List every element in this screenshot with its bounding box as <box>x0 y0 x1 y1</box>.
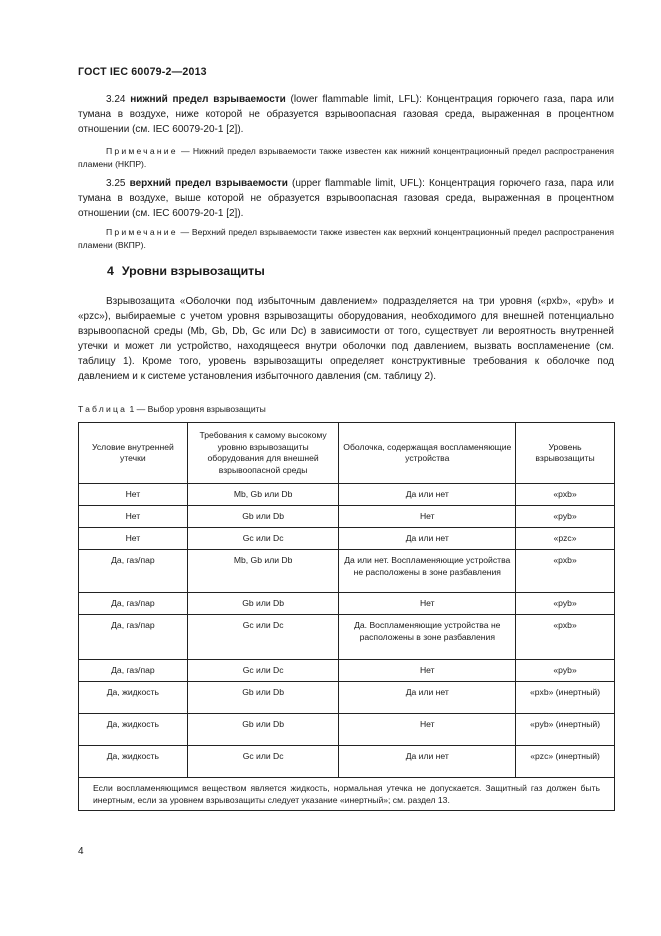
table-row <box>79 528 615 550</box>
cell-enclosure: Да или нет. Воспламеняющие устройства не расположены в зоне разбавления <box>339 550 516 593</box>
cell-leak: Да, газ/пар <box>79 615 188 660</box>
cell-leak: Да, газ/пар <box>79 660 188 682</box>
cell-level: «pyb» (инертный) <box>516 714 615 746</box>
cell-requirement: Gb или Db <box>187 506 339 528</box>
cell-level: «pzc» (инертный) <box>516 746 615 778</box>
cell-leak: Да, газ/пар <box>79 593 188 615</box>
header-leak: Условие внутренней утечки <box>79 423 188 484</box>
table-row <box>79 714 615 746</box>
clause-number: 3.25 <box>106 178 126 189</box>
cell-level: «pxb» <box>516 615 615 660</box>
cell-leak: Нет <box>79 528 188 550</box>
clause-text: (upper flammable limit, UFL): Концентрация горючего газа, пара или тумана в воздухе, выше которой не образуется взрывоопасная газовая среда, выраженная в процентном отношении (см. IEC 60079-20-1 [2]). <box>78 178 615 219</box>
table-row <box>79 593 615 615</box>
table-row <box>79 484 615 506</box>
cell-requirement: Gc или Dc <box>187 660 339 682</box>
note-text: — Нижний предел взрываемости также известен как нижний концентрационный предел распространения пламени (НКПР). <box>78 146 614 169</box>
clause-3-24 <box>78 92 614 137</box>
note-3-24 <box>78 145 614 171</box>
note-text: — Верхний предел взрываемости также известен как верхний концентрационный предел распространения пламени (ВКПР). <box>78 227 614 250</box>
cell-level: «pyb» <box>516 506 615 528</box>
cell-enclosure: Нет <box>339 506 516 528</box>
header-level: Уровень взрывозащиты <box>516 423 615 484</box>
cell-requirement: Gc или Dc <box>187 746 339 778</box>
cell-enclosure: Да или нет <box>339 528 516 550</box>
header-enclosure: Оболочка, содержащая воспламеняющие устройства <box>339 423 516 484</box>
note-3-25 <box>78 226 614 252</box>
table-row <box>79 550 615 593</box>
protection-level-table <box>78 422 615 811</box>
table-row <box>79 506 615 528</box>
note-label: Примечание <box>106 227 178 237</box>
cell-level: «pzc» <box>516 528 615 550</box>
cell-leak: Да, жидкость <box>79 714 188 746</box>
cell-enclosure: Да. Воспламеняющие устройства не расположены в зоне разбавления <box>339 615 516 660</box>
section-title: Уровни взрывозащиты <box>121 264 265 278</box>
table-footnote-row <box>79 778 615 811</box>
clause-3-25 <box>78 176 614 221</box>
cell-requirement: Mb, Gb или Db <box>187 550 339 593</box>
table-footnote: Если воспламеняющимся веществом является жидкость, нормальная утечка не допускается. Защитный газ должен быть инертным, если за уровнем взрывозащиты следует указание «инертный»; см. раздел 13. <box>79 778 615 811</box>
cell-level: «pxb» <box>516 484 615 506</box>
section-number: 4 <box>107 264 114 278</box>
cell-leak: Да, газ/пар <box>79 550 188 593</box>
cell-enclosure: Нет <box>339 593 516 615</box>
cell-level: «pyb» <box>516 660 615 682</box>
document-header: ГОСТ IEC 60079-2—2013 <box>78 66 207 78</box>
cell-enclosure: Да или нет <box>339 484 516 506</box>
cell-enclosure: Да или нет <box>339 682 516 714</box>
cell-requirement: Gb или Db <box>187 593 339 615</box>
cell-level: «pyb» <box>516 593 615 615</box>
table-row <box>79 615 615 660</box>
table-row <box>79 746 615 778</box>
cell-leak: Нет <box>79 484 188 506</box>
table-caption <box>78 404 266 414</box>
table-header-row <box>79 423 615 484</box>
term-bold: верхний предел взрываемости <box>129 178 288 189</box>
cell-enclosure: Нет <box>339 660 516 682</box>
caption-text: 1 — Выбор уровня взрывозащиты <box>127 404 266 414</box>
cell-level: «pxb» <box>516 550 615 593</box>
cell-leak: Да, жидкость <box>79 682 188 714</box>
page-number: 4 <box>78 846 84 857</box>
cell-requirement: Gb или Db <box>187 714 339 746</box>
section-heading <box>107 264 265 278</box>
table-row <box>79 660 615 682</box>
cell-leak: Нет <box>79 506 188 528</box>
term-bold: нижний предел взрываемости <box>130 94 286 105</box>
section-paragraph <box>78 294 614 384</box>
table-row <box>79 682 615 714</box>
header-requirement: Требования к самому высокому уровню взрывозащиты оборудования для внешней взрывоопасной среды <box>187 423 339 484</box>
cell-requirement: Gb или Db <box>187 682 339 714</box>
cell-requirement: Gc или Dc <box>187 528 339 550</box>
cell-requirement: Mb, Gb или Db <box>187 484 339 506</box>
cell-requirement: Gc или Dc <box>187 615 339 660</box>
note-label: Примечание <box>106 146 178 156</box>
cell-leak: Да, жидкость <box>79 746 188 778</box>
clause-number: 3.24 <box>106 94 126 105</box>
section-paragraph-text: Взрывозащита «Оболочки под избыточным давлением» подразделяется на три уровня («pxb», «pyb» и «pzc»), выбираемые с учетом уровня взрывозащиты оборудования, необходимого для внешней потенциально взрывоопасной среды (Mb, Gb, Db, Gc или Dc) в зависимости от того, существует ли вероятность внутренней утечки и может ли устройство, находящееся внутри оболочки под давлением, вызвать воспламенение (см. таблицу 1). Кроме того, уровень взрывозащиты определяет конструктивные требования к оболочке под давлением и к системе установления избыточного давления (см. таблицу 2). <box>78 296 614 382</box>
clause-text: (lower flammable limit, LFL): Концентрация горючего газа, пара или тумана в воздухе, ниже которой не образуется взрывоопасная газовая среда, выраженная в процентном отношении (см. IEC 60079-20-1 [2]). <box>78 94 615 135</box>
cell-level: «pxb» (инертный) <box>516 682 615 714</box>
cell-enclosure: Да или нет <box>339 746 516 778</box>
caption-label: Таблица <box>78 404 128 414</box>
cell-enclosure: Нет <box>339 714 516 746</box>
